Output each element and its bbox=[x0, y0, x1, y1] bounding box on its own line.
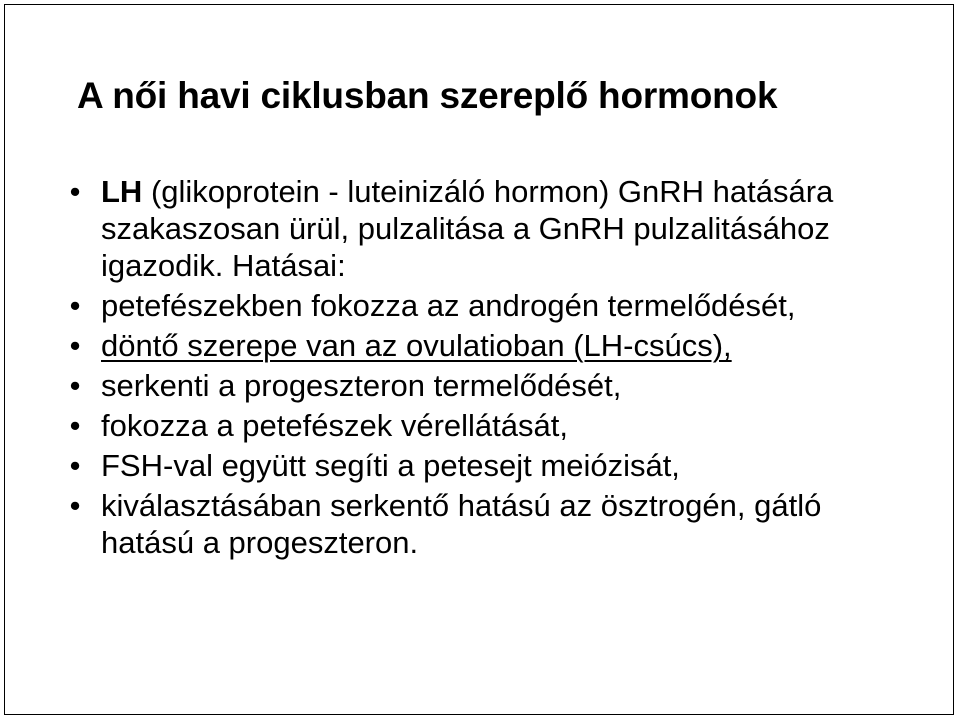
bullet-text: (glikoprotein - luteinizáló hormon) GnRH hatására szakaszosan ürül, pulzalitása a GnRH pulzalitásához igazodik. Hatásai: bbox=[101, 174, 834, 283]
bullet-point-icon: • bbox=[69, 408, 81, 443]
list-item bbox=[61, 487, 921, 561]
bullet-point-icon: • bbox=[69, 174, 81, 209]
list-item bbox=[61, 407, 921, 444]
bullet-point-icon: • bbox=[69, 368, 81, 403]
list-item bbox=[61, 327, 921, 364]
bullet-text: petefészekben fokozza az androgén termelődését, bbox=[101, 288, 796, 323]
bullet-text: FSH-val együtt segíti a petesejt meiózisát, bbox=[101, 448, 680, 483]
bullet-text: kiválasztásában serkentő hatású az ösztrogén, gátló hatású a progeszteron. bbox=[101, 488, 822, 560]
bullet-text: serkenti a progeszteron termelődését, bbox=[101, 368, 622, 403]
bullet-point-icon: • bbox=[69, 488, 81, 523]
bullet-lead-term: LH bbox=[101, 174, 143, 209]
list-item bbox=[61, 367, 921, 404]
bullet-text: fokozza a petefészek vérellátását, bbox=[101, 408, 568, 443]
list-item bbox=[61, 173, 921, 284]
bullet-text-underlined: döntő szerepe van az ovulatioban (LH-csúcs), bbox=[101, 328, 732, 363]
bullet-point-icon: • bbox=[69, 328, 81, 363]
bullet-point-icon: • bbox=[69, 288, 81, 323]
bullet-point-icon: • bbox=[69, 448, 81, 483]
list-item bbox=[61, 447, 921, 484]
bullet-list bbox=[61, 173, 921, 564]
list-item bbox=[61, 287, 921, 324]
slide-title: A női havi ciklusban szereplő hormonok bbox=[77, 75, 778, 116]
slide-frame bbox=[4, 4, 954, 715]
